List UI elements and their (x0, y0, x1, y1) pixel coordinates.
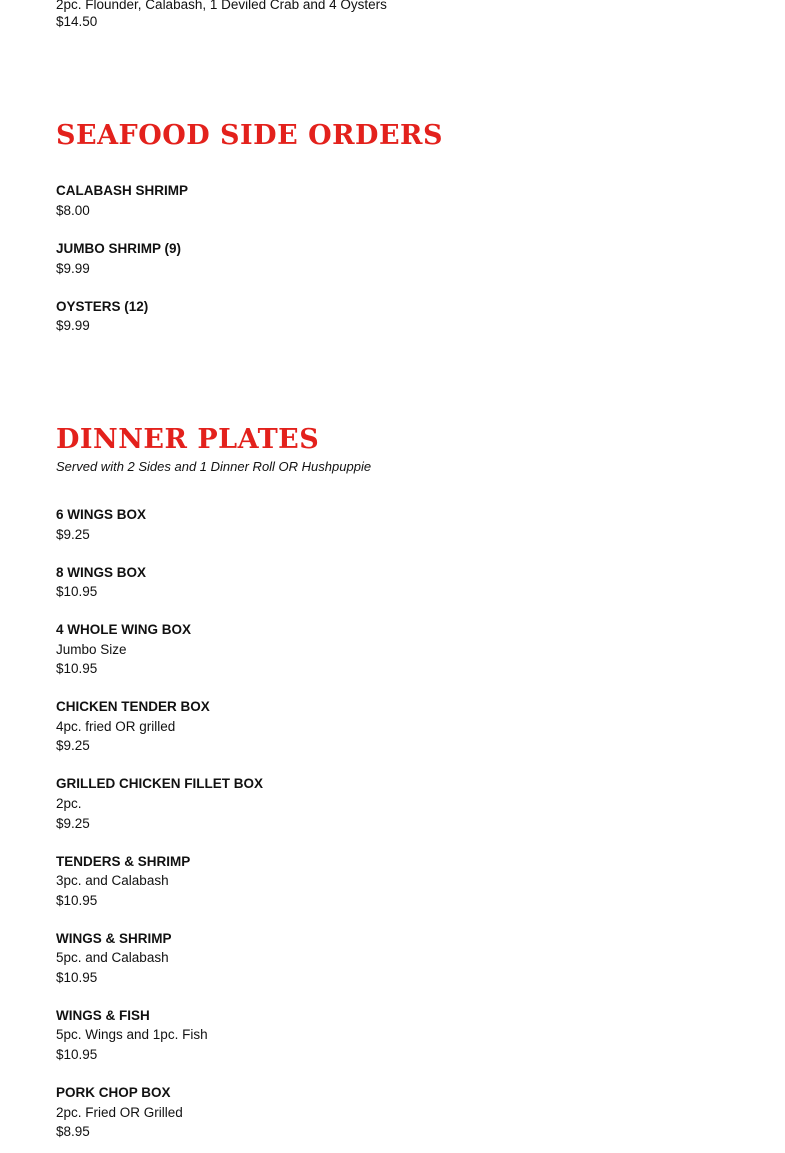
item-price: $9.25 (56, 527, 90, 542)
item-price: $10.95 (56, 661, 98, 676)
item-price: $14.50 (56, 14, 98, 29)
section-note: Served with 2 Sides and 1 Dinner Roll OR Hushpuppie (56, 459, 372, 474)
item-price: $10.95 (56, 584, 98, 599)
item-name: JUMBO SHRIMP (9) (56, 241, 182, 256)
item-name: 6 WINGS BOX (56, 507, 147, 522)
item-name: TENDERS & SHRIMP (56, 854, 191, 869)
item-name: 8 WINGS BOX (56, 565, 147, 580)
item-name: CALABASH SHRIMP (56, 183, 189, 198)
item-price: $9.25 (56, 816, 90, 831)
section-heading-dinner-plates: DINNER PLATES (56, 424, 320, 455)
item-price: $9.99 (56, 261, 90, 276)
item-description: 2pc. Flounder, Calabash, 1 Deviled Crab and 4 Oysters (56, 0, 387, 12)
item-price: $8.00 (56, 203, 90, 218)
item-description: 2pc. Fried OR Grilled (56, 1105, 183, 1120)
item-price: $9.25 (56, 738, 90, 753)
item-name: GRILLED CHICKEN FILLET BOX (56, 776, 263, 791)
section-heading-seafood-side-orders: SEAFOOD SIDE ORDERS (56, 120, 443, 151)
item-description: 2pc. (56, 796, 82, 811)
item-name: PORK CHOP BOX (56, 1085, 171, 1100)
item-name: WINGS & FISH (56, 1008, 150, 1023)
item-name: WINGS & SHRIMP (56, 931, 172, 946)
item-price: $10.95 (56, 893, 98, 908)
item-description: 4pc. fried OR grilled (56, 719, 176, 734)
item-name: OYSTERS (12) (56, 299, 149, 314)
item-price: $8.95 (56, 1124, 90, 1139)
item-description: 5pc. and Calabash (56, 950, 169, 965)
item-description: Jumbo Size (56, 642, 127, 657)
item-name: 4 WHOLE WING BOX (56, 622, 191, 637)
item-description: 3pc. and Calabash (56, 873, 169, 888)
item-name: CHICKEN TENDER BOX (56, 699, 210, 714)
item-description: 5pc. Wings and 1pc. Fish (56, 1027, 208, 1042)
item-price: $10.95 (56, 1047, 98, 1062)
item-price: $9.99 (56, 318, 90, 333)
item-price: $10.95 (56, 970, 98, 985)
